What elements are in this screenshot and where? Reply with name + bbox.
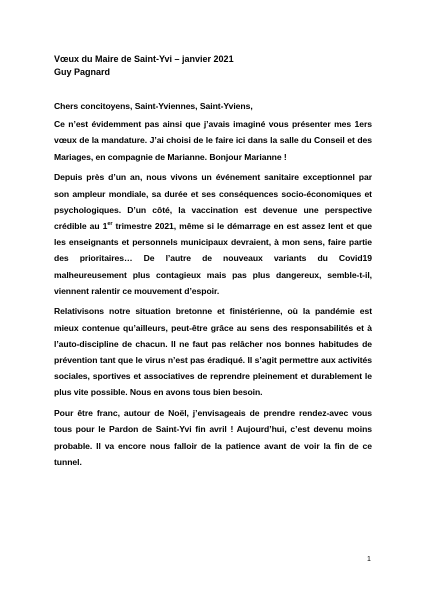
document-title: Vœux du Maire de Saint-Yvi – janvier 2021 <box>54 54 234 64</box>
paragraph-2: Depuis près d’un an, nous vivons un événement sanitaire exceptionnel par son ampleur mondiale, sa durée et ses conséquences socio-économiques et psychologiques. D’un côté, la vaccination est devenue une perspective crédible au 1er trimestre 2021, même si le démarrage en est assez lent et que les enseignants et personnels municipaux devraient, à mon sens, faire partie des prioritaires… De l’autre de nouveaux variants du Covid19 malheureusement plus contagieux mais pas plus dangereux, semble-t-il, viennent ralentir ce mouvement d’espoir. <box>54 172 373 296</box>
paragraph-4: Pour être franc, autour de Noël, j’envisageais de prendre rendez-avec vous tous pour le Pardon de Saint-Yvi fin avril ! Aujourd’hui, c’est devenu moins probable. Il va encore nous falloir de la patience avant de voir la fin de ce tunnel. <box>54 408 372 467</box>
page-number: 1 <box>367 556 371 563</box>
greeting: Chers concitoyens, Saint-Yviennes, Saint-Yviens, <box>54 101 253 111</box>
paragraph-1: Ce n’est évidemment pas ainsi que j’avais imaginé vous présenter mes 1ers vœux de la mandature. J’ai choisi de le faire ici dans la salle du Conseil et des Mariages, en compagnie de Marianne. Bonjour Marianne ! <box>54 119 372 162</box>
document-author: Guy Pagnard <box>54 67 111 77</box>
document-header <box>54 53 234 79</box>
paragraph-3: Relativisons notre situation bretonne et finistérienne, où la pandémie est mieux contenue qu’ailleurs, peut-être grâce au sens des responsabilités et à l’auto-discipline de chacun. Il ne faut pas relâcher nos bonnes habitudes de prévention tant que le virus n’est pas éradiqué. Il s’agit permettre aux activités sociales, sportives et associatives de reprendre pleinement et durablement le plus vite possible. Nous en avons tous bien besoin. <box>54 306 372 398</box>
document-body <box>54 98 372 470</box>
